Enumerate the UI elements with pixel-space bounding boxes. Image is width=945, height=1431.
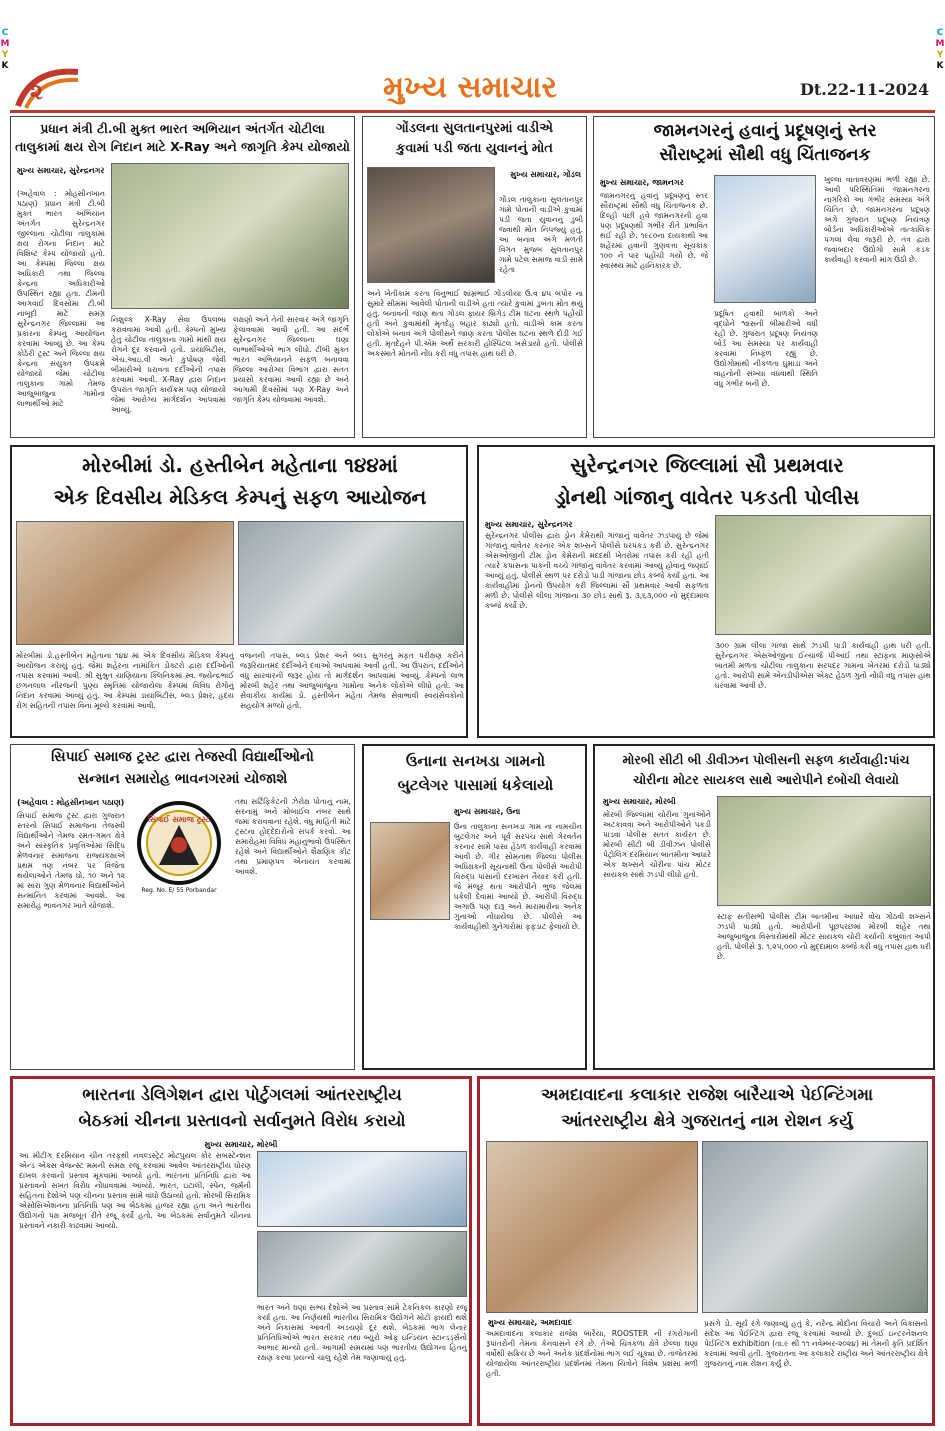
- right-mark-m: M: [935, 39, 945, 49]
- accident-photo: [367, 167, 495, 283]
- article-body-col-3: ખુલ્લા વાતાવરણમાં ભળી રહ્યા છે. આવી પરિસ્થિતિમાં જામનગરના નાગરિકો આ ગંભીર સમસ્યા અંગે ચિંતિત છે. જામનગરના પ્રદૂષણ અંગે ગુજરાત પ્રદૂષણ નિયંત્રણ બોર્ડના અધિકારીઓએ તાત્કાલિક પગલાં લેવા જરૂરી છે. તંત્ર દ્વારા જવાબદાર ઉદ્યોગો સામે કડક કાર્યવાહી કરવાની માંગ ઉઠી છે.: [824, 175, 930, 264]
- byline: મુખ્ય સમાચાર, મોરબી: [204, 1140, 278, 1149]
- byline: મુખ્ય સમાચાર, અમદાવાદ: [488, 1318, 573, 1327]
- left-mark-m: M: [0, 39, 10, 49]
- article-body-col-2: નિશુલ્ક X-Ray સેવા ઉપલબ્ધ કરાવવામાં આવી હતી. કેમ્પનો મુખ્ય હેતુ ચોટીલા તાલુકાના ગામો માંથી ક્ષય રોગને દૂર કરવાનો હતો. ડાયાબિટીસ, એચ.આઇ.વી અને કુપોષણ જેવી બીમારીઓ ધરાવતા દર્દીઓની તપાસ કરવામાં આવી. X-Ray દ્વારા નિદાન ઉપરાંત જાગૃતિ કાર્યક્રમ પણ યોજાયો જેમાં આરોગ્ય માર્ગદર્શન આપવામાં આવ્યું.: [111, 315, 226, 414]
- article-portugal-delegation: [10, 1076, 472, 1426]
- headline-line-1: જામનગરનું હવાનું પ્રદૂષણનું સ્તર: [653, 121, 877, 141]
- headline-line-1: ઉનાના સનખડા ગામનો: [405, 752, 546, 770]
- headline-line-2: સૌરાષ્ટ્રમાં સૌથી વધુ ચિંતાજનક: [659, 145, 871, 165]
- logo-emblem-icon: [129, 795, 229, 899]
- article-gondal-well: [362, 116, 587, 438]
- masthead-title: મુખ્ય સમાચાર: [382, 70, 558, 105]
- tb-camp-photo: [111, 163, 349, 309]
- article-body: ઉના તાલુકાના સનખડા ગામ ના નામચીન બુટલેગર અને પૂર્વ સરપંચ સાથે ગેરવર્તન કરનાર સામે પાસા હેઠળ કાર્યવાહી કરવામાં આવી છે. ગીર સોમનાથ જિલ્લા પોલીસ અધિક્ષકની સૂચનાથી ઉના પોલીસે આરોપી વિરુદ્ધ પાસાની દરખાસ્ત તૈયાર કરી હતી. જે મંજૂર થતા આરોપીને ભુજ જેલમાં ધકેલી દેવામાં આવ્યો છે. આરોપી વિરુદ્ધ અગાઉ પણ દારૂ અને મારામારીના અનેક ગુનાઓ નોંધાયેલા છે. પોલીસે આ કાર્યવાહીથી ગુનેગારોમાં ફફડાટ ફેલાયો છે.: [454, 822, 582, 931]
- left-mark-c: C: [1, 28, 9, 38]
- article-body-col-1: મોરબીમાં ડો.હસ્તીબેન મહેતાના ૧૪૪ માં એક દિવસીય મેડિકલ કેમ્પનું આયોજન કરાયું હતું. જેમાં શહેરના નામાંકિત ડોક્ટરો દ્વારા દર્દીઓની તપાસ કરવામાં આવી. શ્રી સુશ્રુત ચાણિયાના ક્લિનિકમાં સ્વ. જયેન્દ્રભાઈ છગનલાલ નીરજની પુણ્ય સ્મૃતિમાં યોજાયેલા કેમ્પમાં વિવિધ રોગોનું નિદાન કરવામાં આવ્યું હતું. આ કેમ્પમાં ડાયાબિટીસ, બ્લડ પ્રેશર, હૃદય રોગ સહિતની તપાસ વિના મૂલ્યે કરવામાં આવી.: [16, 651, 234, 710]
- headline-line-2: બેઠકમાં ચીનના પ્રસ્તાવનો સર્વાનુમતે વિરોધ કરાયો: [78, 1111, 406, 1130]
- headline-line-2: બુટલેગર પાસામાં ધકેલાયો: [397, 776, 554, 794]
- article-morbi-bike-theft: [593, 744, 935, 1070]
- painting-artist-photo: [702, 1141, 928, 1313]
- article-body-col-2: ભારત અને ઘણાં સભ્ય દેશોએ આ પ્રસ્તાવ સામે ટેકનિકલ કારણો રજૂ કર્યા હતા. આ નિર્ણયથી ભારતીય સિરામિક ઉદ્યોગને મોટો ફાયદો થશે અને નિકાસમાં આવતી અડચણો દૂર થશે. બેઠકમાં ભાગ લેનાર પ્રતિનિધિઓએ ભારત સરકાર તથા બ્યુરો ઓફ ઇન્ડિયન સ્ટાન્ડર્ડ્સનો આભાર માન્યો હતો. આગામી સમયમાં પણ ભારતીય ઉદ્યોગના હિતનું રક્ષણ કરવા પ્રયત્નો ચાલુ રહેશે તેમ જણાવાયું હતું.: [257, 1303, 467, 1362]
- article-body-col-1: સિપાઈ સમાજ ટ્રસ્ટ દ્વારા ગુજરાત સ્તરનો સિપાઈ સમાજના તેજસ્વી વિદ્યાર્થીઓને તેમજ રમત-ગમત ક્ષેત્રે અને સાંસ્કૃતિક પ્રવૃત્તિઓમાં સિદ્ધિ મેળવનાર સમાજના રાજ્યકક્ષાએ પ્રથમ ત્રણ નંબર પર વિજેતા થયેલાઓને તેમજ ધો. ૧૦ અને ૧૨ માં સારા ગુણ મેળવનાર વિદ્યાર્થીઓને સન્માનિત કરવામાં આવશે. આ સમારોહ ભાવનગર ખાતે યોજાશે.: [17, 811, 125, 910]
- left-mark-y: Y: [1, 50, 9, 60]
- article-body-col-1: જામનગરનું હવાનું પ્રદૂષણનું સ્તર સૌરાષ્ટ્રમાં સૌથી વધુ ચિંતાજનક છે. દિલ્હી પછી હવે જામનગરની હવા પણ પ્રદૂષણથી ગંભીર રીતે પ્રભાવિત થઈ રહી છે. ૧૯૮૦ના દાયકાથી આ શહેરમાં હવાની ગુણવત્તા સૂચકાંક ૧૦૦ ને પાર પહોંચી ગયો છે. જે સ્વાસ્થ્ય માટે હાનિકારક છે.: [600, 191, 708, 270]
- article-body-col-2: વજનની તપાસ, બ્લડ પ્રેશર અને બ્લડ સુગરનું મફત પરીક્ષણ કરીને જરૂરિયાતમંદ દર્દીઓને દવાઓ આપવામાં આવી હતી. આ ઉપરાંત, દર્દીઓને વધુ સારવારની જરૂર હોય તો માર્ગદર્શન આપવામાં આવ્યું. કેમ્પનો લાભ મોરબી શહેર તથા આજુબાજુના ગામોના અનેક લોકોએ લીધો હતો. આ સેવાકીય કાર્યમાં ડો. હસ્તીબેન મહેતા તેમજ સેવાભાવી સ્વયંસેવકોનો સહયોગ મળ્યો હતો.: [240, 651, 464, 710]
- exhibition-group-photo: [486, 1141, 698, 1313]
- headline-line-2: ડ્રોનથી ગાંજાનુ વાવેતર પકડતી પોલીસ: [554, 485, 860, 509]
- article-body-col-1: ગોંડલ તાલુકાના સુલતાનપુર ગામે પોતાની વાડીએ કુવામાં પડી જતા યુવાનનું ડુબી જવાથી મોત નિપજ્યું હતું. આ બનાવ અંગે મળતી વિગત મુજબ સુલતાનપુર ગામે પટેલ સમાજ વાડી સામે રહેતા: [499, 195, 583, 274]
- article-morbi-medical-camp: [10, 445, 468, 738]
- medical-camp-photo-1: [16, 521, 234, 645]
- article-sipai-samaj: [10, 744, 355, 1070]
- article-body-col-1: આ મીટીંગ દરમિયાન ચીન તરફથી નવલ્ડસ્ટ્રેટ મોટપુયલ કોર સબસ્ટેન્શન એન્ડ એક્સ વેજન્સ્ટ મમની સમક્ષ રજૂ કરવામાં આવેલ આંતરરાષ્ટ્રીય ધોરણ દાખલ કરવાનો પ્રસ્તાવ મૂકવામાં આવ્યો હતો. ભારતના પ્રતિનિધિ દ્વારા આ પ્રસ્તાવનો સખત વિરોધ નોંધાવવામાં આવ્યો. ભારત, ઇટાલી, સ્પેન, જર્મની સહિતના દેશોએ પણ ચીનના પ્રસ્તાવ સામે વાંધો ઉઠાવ્યો હતો. મોરબી સિરામિક એસોસિએશનના પ્રતિનિધિ પણ આ બેઠકમાં હાજર રહ્યા હતા અને ભારતીય ઉદ્યોગનો પક્ષ મજબૂત રીતે રજૂ કર્યો હતો. આ બેઠકમાં સર્વાનુમતે ચીનના પ્રસ્તાવને નકારી કાઢવામાં આવ્યો.: [19, 1151, 251, 1230]
- byline: મુખ્ય સમાચાર, ઉના: [454, 807, 521, 816]
- headline-line-2: આંતરરાષ્ટ્રીય ક્ષેત્રે ગુજરાતનું નામ રોશન કર્યુ: [561, 1111, 853, 1130]
- article-body-col-1: (અહેવાલ : મોહસીનખાન પઠાણ) પ્રધાન મંત્રી ટી.બી મુક્ત ભારત અભિયાન અંતર્ગત સુરેન્દ્રનગર જીલ્લાના ચોટીલા તાલુકામાં ક્ષય રોગના નિદાન માટે વિશિષ્ટ કેમ્પ યોજાયો હતો. આ કેમ્પમાં જિલ્લા ક્ષય અધિકારી તથા જિલ્લા કેન્દ્રના અધિકારીઓ ઉપસ્થિત રહ્યા હતા. ટીમની આગવાઈ દિવસોમાં ટી.બી નાબૂદી માટે સમગ્ર સુરેન્દ્રનગર જિલ્લામાં આ પ્રકારના કેમ્પનું આયોજન કરવામાં આવ્યું છે. આ કેમ્પ કોઠેરી ટ્રસ્ટ અને જિલ્લા ક્ષય કેન્દ્રના સંયુક્ત ઉપક્રમે યોજાયો જેમાં ચોટીલા તાલુકાના ગામો તેમજ આજુબાજુના ગામોના લાભાર્થીઓ માટે: [17, 189, 105, 408]
- byline: (અહેવાલ : મોહસીનખાન પઠાણ): [17, 798, 125, 807]
- logo-text: સિપાઈ સમાજ ટ્રસ્ટ: [147, 815, 211, 824]
- article-una-bootlegger: [362, 744, 587, 1070]
- headline-line-1: સિપાઈ સમાજ ટ્રસ્ટ દ્વારા તેજસ્વી વિદ્યાર્થીઓનો: [51, 749, 314, 765]
- article-rajesh-baraiya: [477, 1076, 935, 1426]
- article-body-col-2: ૩૦૦ ગ્રામ લીલા ગાંજા સાથે ઝડપી પાડી કાર્યવાહી હાથ ધરી હતી. સુરેન્દ્રનગર એસઓજીના ઈન્ચાર્જ પીઆઈ તથા સ્ટાફના માણસોએ બાતમી મળતા ચોટીલા તાલુકાના સરપદર ગામના ખેતરમાં દરોડો પાડ્યો હતો. આરોપી સામે એનડીપીએસ એક્ટ હેઠળ ગુનો નોંધી વધુ તપાસ હાથ ધરવામાં આવી છે.: [715, 641, 931, 690]
- right-mark-k: K: [936, 61, 944, 71]
- venue-building-photo: [257, 1151, 467, 1227]
- article-body-col-2: પ્રદૂષિત હવાથી બાળકો અને વૃદ્ધોને શ્વાસની બીમારીઓ વધી રહી છે. ગુજરાત પ્રદૂષણ નિયંત્રણ બોર્ડ આ સમસ્યા પર કાર્યવાહી કરવામાં નિષ્ફળ રહ્યું છે. ઉદ્યોગોમાંથી નીકળતા ધુમાડા અને વાહનોની સંખ્યા વધવાથી સ્થિતિ વધુ ગંભીર બની છે.: [714, 309, 818, 388]
- headline-line-1: મોરબી સીટી બી ડીવીઝન પોલીસની સફળ કાર્યવાહી:પાંચ: [622, 752, 910, 767]
- article-body-col-2: સ્ટાફ સતીસભી પોલીસ ટીમ બાતમીના આધારે વોચ ગોઠવી શખ્સને ઝડપી પાડ્યો હતો. આરોપીની પૂછપરછમાં મોરબી શહેર તથા આજુબાજુના વિસ્તારોમાંથી મોટર સાયકલ ચોરી કર્યાની કબુલાત આપી હતી. પોલીસે રૂ. ૧,૨૫,૦૦૦ નો મુદ્દામાલ કબ્જે કરી વધુ તપાસ હાથ ધરી છે.: [717, 912, 931, 961]
- article-body-col-2: તથા સર્ટિફિકેટની ઝેરોક્ષ પોતાનું નામ, સરનામું અને મોબાઈલ નંબર સાથે જમા કરાવવાના રહેશે. વધુ માહિતી માટે ટ્રસ્ટના હોદ્દેદારોનો સંપર્ક કરવો. આ સમારોહમાં વિવિધ મહાનુભાવો ઉપસ્થિત રહેશે અને વિદ્યાર્થીઓને શૈક્ષણિક કીટ તથા પ્રમાણપત્ર એનાયત કરવામાં આવશે.: [235, 797, 351, 876]
- article-drone-ganja: [477, 445, 935, 738]
- sipai-samaj-logo: [129, 795, 229, 899]
- right-mark-c: C: [936, 28, 944, 38]
- article-body-col-2: પ્રસંગે ડો. સૂર્ય રંગે જણાવ્યું હતું કે, નરેન્દ્ર મોદીના વિચારો અને વિકાસનો સંદેશ આ પેઈન્ટિંગ દ્વારા રજૂ કરવામાં આવ્યો છે. દુબઈ ઇન્ટરનેશનલ પેઈન્ટિંગ exhibition (તા.૯ થી ૧૧ નવેમ્બર-૨૦૨૪) માં તેમની કૃતિ પ્રદર્શિત કરવામાં આવી હતી. ગુજરાતના આ કલાકારે રાષ્ટ્રીય અને આંતરરાષ્ટ્રીય ક્ષેત્રે ગુજરાતનું નામ રોશન કર્યું છે.: [704, 1319, 928, 1368]
- page-number-swoosh-icon: [12, 66, 82, 112]
- right-color-marks: [935, 28, 945, 72]
- right-mark-y: Y: [936, 50, 944, 60]
- headline-line-2: તાલુકામાં ક્ષય રોગ નિદાન માટે X-Ray અને જાગૃતિ કેમ્પ યોજાયો: [15, 139, 350, 154]
- article-tb-camp: [10, 116, 355, 438]
- headline-line-2: ચોરીના મોટર સાયકલ સાથે આરોપીને દબોચી લેવાયો: [633, 772, 899, 787]
- article-body-col-1: સુરેન્દ્રનગર પોલીસ દ્વારા ડ્રોન કેમેરાથી ગાંજાનું વાવેતર ઝડપાયું છે જેમાં ગાંજાનું વાવેતર કરનાર એક શખ્સને પોલીસે ધરપકડ કરી છે. સુરેન્દ્રનગર એસઓજીની ટીમ ડ્રોન કેમેરાની મદદથી ખેતરોમાં તપાસ કરી રહી હતી ત્યારે કપાસના પાકની વચ્ચે ગાંજાનું વાવેતર કરવામાં આવ્યું હોવાનું જણાઈ આવ્યું હતું. પોલીસે સ્થળ પર દરોડો પાડી ગાંજાના છોડ કબ્જે કર્યા હતા. આ કાર્યવાહીમાં ડ્રોનનો ઉપયોગ કરી જિલ્લામાં સૌ પ્રથમવાર આવી સફળતા મળી છે. પોલીસે લીલા ગાંજાના ૩૦ છોડ સાથે રૂ. ૩,૬૩,૦૦૦ નો મુદ્દામાલ કબ્જે કર્યો છે.: [485, 531, 709, 610]
- left-mark-k: K: [1, 61, 9, 71]
- headline-line-1: અમદાવાદના કલાકાર રાજેશ બારૈયાએ પેઈન્ટિંગમા: [540, 1085, 874, 1104]
- article-body-col-3: લક્ષણો અને તેની સારવાર અંગે જાગૃતિ ફેલાવવામાં આવી હતી. આ સંદર્ભે સુરેન્દ્રનગર જિલ્લાના ઘણા લાભાર્થીઓએ ભાગ લીધો. ટીબી મુક્ત ભારત અભિયાનને સફળ બનાવવા જિલ્લા આરોગ્ય વિભાગ દ્વારા સતત પ્રયાસો કરવામાં આવી રહ્યા છે અને આગામી દિવસોમાં પણ X-Ray અને જાગૃતિ કેમ્પ યોજવામાં આવશે.: [233, 315, 349, 404]
- medical-camp-photo-2: [238, 521, 464, 645]
- article-body-col-1: મોરબી જિલ્લામાં ચોરીના ગુનાઓને અટકાવવા અને આરોપીઓને પકડી પાડવા પોલીસ સતત કાર્યરત છે. મોરબી સીટી બી ડીવીઝન પોલીસે પેટ્રોલિંગ દરમિયાન બાતમીના આધારે એક શખ્સને ચોરીના પાંચ મોટર સાયકલ સાથે ઝડપી લીધો હતો.: [603, 810, 711, 879]
- headline-line-1: પ્રધાન મંત્રી ટી.બી મુક્ત ભારત અભિયાન અંતર્ગત ચોટીલા: [40, 121, 325, 136]
- delegation-group-photo: [257, 1231, 467, 1297]
- logo-registration: Reg. No. E/ 55 Porbandar: [141, 887, 217, 894]
- byline: મુખ્ય સમાચાર, મોરબી: [603, 797, 676, 806]
- left-color-marks: [0, 28, 10, 72]
- police-team-photo: [715, 515, 931, 635]
- headline-line-2: સન્માન સમારોહ ભાવનગરમાં યોજાશે: [77, 771, 288, 787]
- byline: મુખ્ય સમાચાર, જામનગર: [600, 178, 684, 187]
- article-body-col-2: અને ખેતીકામ કરતા વિનુભાઈ શાંમ્રભાઈ ગોંડલીયા ઉ.વ ૪૫ બપોર ના સુમારે સીમમાં આવેલી પોતાની વાડીએ હતા ત્યારે કુવામાં ડુબતા મોત થયું હતું. બનાવની જાણ થતા ગોંડલ ફાયર બ્રિગેડ ટીમ ઘટના સ્થળે પહોંચી હતી અને કુવામાંથી મૃતદેહ બહાર કાઢ્યો હતો. વાડીએ કામ કરતા લોકોએ બનાવ અંગે પોલીસને જાણ કરતા પોલીસ ઘટના સ્થળે દોડી ગઈ હતી. મૃતદેહને પી.એમ અર્થે સરકારી હોસ્પિટલ ખસેડાયો હતો. પોલીસે અકસ્માતે મોતની નોંધ કરી વધુ તપાસ હાથ ધરી છે.: [367, 289, 583, 358]
- article-body-col-1: અમદાવાદના કલાકાર રાજેશ બારૈયા, ROOSTER ની રંગરોગાની રૂપાંતરોની તેમના કેનવાસને રંગે છે. તેઓ ચિત્રકળા ક્ષેત્રે છેલ્લા ઘણા વર્ષોથી સક્રિય છે અને અનેક પ્રદર્શનોમાં ભાગ લઈ ચૂક્યા છે. તાજેતરમાં યોજાયેલા આંતરરાષ્ટ્રીય પ્રદર્શનમાં તેમના ચિત્રોને વિશેષ પ્રશંસા મળી હતી.: [486, 1329, 698, 1378]
- byline: મુખ્ય સમાચાર, સુરેન્દ્રનગર: [485, 520, 573, 529]
- page-number: ૨: [30, 80, 43, 105]
- headline-line-2: એક દિવસીય મેડિકલ કેમ્પનું સફળ આયોજન: [53, 485, 427, 509]
- headline-line-1: ભારતના ડેલિગેશન દ્વારા પોર્ટુગલમાં આંતરરાષ્ટ્રીય: [82, 1085, 402, 1104]
- headline-line-1: સુરેન્દ્રનગર જિલ્લામાં સૌ પ્રથમવાર: [570, 453, 844, 477]
- headline-line-1: ગોંડલના સુલતાનપુરમાં વાડીએ: [396, 121, 553, 136]
- byline: મુખ્ય સમાચાર, ગોંડલ: [510, 170, 581, 179]
- header-rule: [10, 110, 935, 113]
- seized-bikes-photo: [717, 796, 931, 906]
- headline-line-2: કુવામાં પડી જતા યુવાનનું મોત: [396, 141, 553, 156]
- accused-photo: [370, 822, 450, 920]
- headline-line-1: મોરબીમાં ડો. હસ્તીબેન મહેતાના ૧૪૪માં: [82, 453, 398, 477]
- issue-date: Dt.22-11-2024: [800, 80, 930, 99]
- pollution-photo: [714, 175, 816, 303]
- byline: મુખ્ય સમાચાર, સુરેન્દ્રનગર: [17, 166, 105, 175]
- article-jamnagar-pollution: [593, 116, 935, 438]
